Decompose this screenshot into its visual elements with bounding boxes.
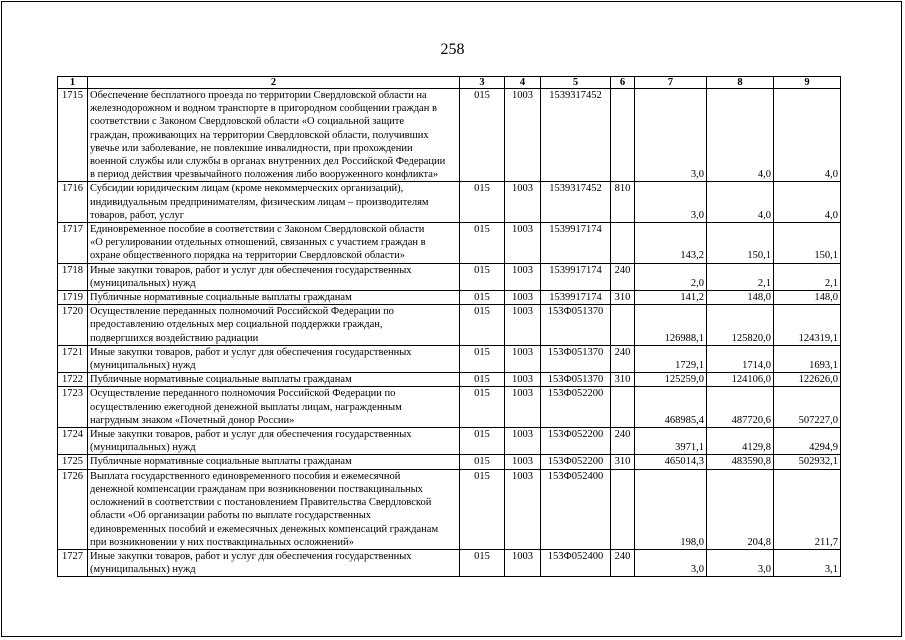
row-amount-year1-cell: 125259,0: [635, 373, 707, 387]
row-name-line: соответствии с Законом Свердловской области «О социальной защите: [90, 116, 405, 128]
row-name-line: осуществлению ежегодной денежной выплаты лицам, награжденным: [90, 401, 402, 413]
row-name-line: предоставлению отдельных мер социальной поддержки граждан,: [90, 319, 383, 331]
row-name-line: Иные закупки товаров, работ и услуг для обеспечения государственных: [90, 550, 412, 562]
row-amount-year3-cell: 148,0: [774, 291, 841, 305]
row-target-code-cell: 153Ф052400: [541, 469, 611, 549]
row-admin-code-cell: 015: [460, 428, 505, 455]
row-amount-year1-cell: 2,0: [635, 263, 707, 290]
row-expense-type-cell: [611, 305, 635, 346]
table-row: [58, 291, 841, 305]
row-amount-year1-cell: 198,0: [635, 469, 707, 549]
row-name-cell: [88, 223, 460, 264]
header-col-6: 6: [611, 77, 635, 89]
row-id-cell: 1726: [58, 469, 88, 549]
row-name-line: нагрудным знаком «Почетный донор России»: [90, 414, 295, 426]
header-col-7: 7: [635, 77, 707, 89]
row-name-cell: [88, 428, 460, 455]
row-section-code-cell: 1003: [505, 387, 541, 428]
row-section-code-cell: 1003: [505, 428, 541, 455]
row-amount-year2-cell: 483590,8: [707, 455, 774, 469]
row-name-line: Осуществление переданных полномочий Российской Федерации по: [90, 306, 394, 318]
row-target-code-cell: 1539317452: [541, 182, 611, 223]
row-name-line: Публичные нормативные социальные выплаты гражданам: [90, 292, 352, 304]
header-col-5: 5: [541, 77, 611, 89]
header-col-1: 1: [58, 77, 88, 89]
row-id-cell: 1718: [58, 263, 88, 290]
row-target-code-cell: 153Ф051370: [541, 373, 611, 387]
row-name-line: Иные закупки товаров, работ и услуг для обеспечения государственных: [90, 264, 412, 276]
table-row: [58, 373, 841, 387]
row-expense-type-cell: [611, 223, 635, 264]
row-id-cell: 1724: [58, 428, 88, 455]
row-admin-code-cell: 015: [460, 549, 505, 576]
row-target-code-cell: 153Ф052400: [541, 549, 611, 576]
row-name-line: денежной компенсации гражданам при возникновении поствакцинальных: [90, 483, 423, 495]
table-row: [58, 549, 841, 576]
row-name-line: Обеспечение бесплатного проезда по территории Свердловской области на: [90, 90, 427, 101]
page-number: 258: [440, 41, 465, 58]
table-row: [58, 387, 841, 428]
row-section-code-cell: 1003: [505, 549, 541, 576]
row-amount-year3-cell: 150,1: [774, 223, 841, 264]
row-target-code-cell: 153Ф051370: [541, 305, 611, 346]
row-name-line: граждан, проживающих на территории Свердловской области, получивших: [90, 129, 429, 141]
row-name-line: индивидуальным предпринимателям, физическим лицам – производителям: [90, 196, 429, 208]
header-col-8: 8: [707, 77, 774, 89]
row-amount-year1-cell: 143,2: [635, 223, 707, 264]
table-row: [58, 305, 841, 346]
row-amount-year3-cell: 507227,0: [774, 387, 841, 428]
row-name-line: Выплата государственного единовременного пособия и ежемесячной: [90, 470, 401, 482]
row-name-line: (муниципальных) нужд: [90, 277, 196, 289]
row-name-cell: [88, 549, 460, 576]
row-admin-code-cell: 015: [460, 305, 505, 346]
header-col-3: 3: [460, 77, 505, 89]
row-amount-year1-cell: 126988,1: [635, 305, 707, 346]
row-name-cell: [88, 291, 460, 305]
row-name-line: (муниципальных) нужд: [90, 564, 196, 576]
row-expense-type-cell: [611, 89, 635, 182]
row-name-line: Субсидии юридическим лицам (кроме некоммерческих организаций),: [90, 183, 404, 195]
row-target-code-cell: 153Ф052200: [541, 455, 611, 469]
row-target-code-cell: 1539317452: [541, 89, 611, 182]
row-target-code-cell: 153Ф052200: [541, 428, 611, 455]
row-section-code-cell: 1003: [505, 345, 541, 372]
row-name-line: (муниципальных) нужд: [90, 360, 196, 372]
row-amount-year1-cell: 3,0: [635, 89, 707, 182]
row-expense-type-cell: [611, 387, 635, 428]
row-name-cell: [88, 89, 460, 182]
row-expense-type-cell: 810: [611, 182, 635, 223]
row-amount-year3-cell: 211,7: [774, 469, 841, 549]
row-name-line: товаров, работ, услуг: [90, 209, 185, 221]
row-section-code-cell: 1003: [505, 223, 541, 264]
row-amount-year2-cell: 148,0: [707, 291, 774, 305]
table-row: [58, 428, 841, 455]
row-name-line: Единовременное пособие в соответствии с Законом Свердловской области: [90, 224, 425, 236]
row-amount-year3-cell: 4,0: [774, 182, 841, 223]
row-amount-year1-cell: 465014,3: [635, 455, 707, 469]
row-amount-year3-cell: 4,0: [774, 89, 841, 182]
row-amount-year2-cell: 125820,0: [707, 305, 774, 346]
row-amount-year3-cell: 2,1: [774, 263, 841, 290]
row-amount-year1-cell: 3,0: [635, 182, 707, 223]
row-name-line: (муниципальных) нужд: [90, 442, 196, 454]
row-name-line: Публичные нормативные социальные выплаты гражданам: [90, 374, 352, 386]
row-target-code-cell: 1539917174: [541, 291, 611, 305]
table-row: [58, 469, 841, 549]
table-row: [58, 89, 841, 182]
row-id-cell: 1715: [58, 89, 88, 182]
row-section-code-cell: 1003: [505, 182, 541, 223]
row-name-line: железнодорожном и водном транспорте в пригородном сообщении граждан в: [90, 103, 437, 115]
row-name-line: охране общественного порядка на территории Свердловской области»: [90, 250, 405, 262]
row-name-line: подвергшихся воздействию радиации: [90, 332, 259, 344]
row-section-code-cell: 1003: [505, 89, 541, 182]
row-name-line: Иные закупки товаров, работ и услуг для обеспечения государственных: [90, 346, 412, 358]
row-section-code-cell: 1003: [505, 291, 541, 305]
row-id-cell: 1725: [58, 455, 88, 469]
row-admin-code-cell: 015: [460, 387, 505, 428]
row-section-code-cell: 1003: [505, 455, 541, 469]
row-name-line: в период действия чрезвычайного положения либо вооруженного конфликта»: [90, 169, 439, 181]
row-amount-year2-cell: 2,1: [707, 263, 774, 290]
row-name-line: Осуществление переданного полномочия Российской Федерации по: [90, 388, 396, 400]
row-admin-code-cell: 015: [460, 469, 505, 549]
row-expense-type-cell: 310: [611, 373, 635, 387]
row-amount-year3-cell: 122626,0: [774, 373, 841, 387]
row-amount-year2-cell: 124106,0: [707, 373, 774, 387]
row-name-line: при возникновении у них поствакцинальных осложнений»: [90, 536, 354, 548]
row-section-code-cell: 1003: [505, 469, 541, 549]
row-id-cell: 1727: [58, 549, 88, 576]
row-id-cell: 1719: [58, 291, 88, 305]
row-admin-code-cell: 015: [460, 223, 505, 264]
table-row: [58, 263, 841, 290]
row-admin-code-cell: 015: [460, 89, 505, 182]
row-id-cell: 1722: [58, 373, 88, 387]
header-col-4: 4: [505, 77, 541, 89]
row-amount-year2-cell: 4129,8: [707, 428, 774, 455]
row-amount-year2-cell: 4,0: [707, 89, 774, 182]
row-amount-year3-cell: 4294,9: [774, 428, 841, 455]
header-row: [58, 77, 841, 89]
row-amount-year1-cell: 468985,4: [635, 387, 707, 428]
row-target-code-cell: 1539917174: [541, 223, 611, 264]
row-amount-year2-cell: 1714,0: [707, 345, 774, 372]
row-admin-code-cell: 015: [460, 345, 505, 372]
row-name-line: Публичные нормативные социальные выплаты гражданам: [90, 456, 352, 468]
row-target-code-cell: 153Ф051370: [541, 345, 611, 372]
row-admin-code-cell: 015: [460, 182, 505, 223]
row-name-line: «О регулировании отдельных отношений, связанных с участием граждан в: [90, 237, 426, 249]
row-amount-year3-cell: 502932,1: [774, 455, 841, 469]
row-expense-type-cell: 240: [611, 549, 635, 576]
row-amount-year3-cell: 1693,1: [774, 345, 841, 372]
row-amount-year3-cell: 124319,1: [774, 305, 841, 346]
row-expense-type-cell: [611, 469, 635, 549]
row-name-line: единовременных пособий и ежемесячных денежных компенсаций гражданам: [90, 523, 439, 535]
row-admin-code-cell: 015: [460, 291, 505, 305]
row-name-cell: [88, 182, 460, 223]
row-id-cell: 1723: [58, 387, 88, 428]
row-name-cell: [88, 345, 460, 372]
row-id-cell: 1717: [58, 223, 88, 264]
row-expense-type-cell: 310: [611, 455, 635, 469]
row-amount-year1-cell: 3,0: [635, 549, 707, 576]
row-name-line: Иные закупки товаров, работ и услуг для обеспечения государственных: [90, 429, 412, 441]
row-id-cell: 1721: [58, 345, 88, 372]
row-expense-type-cell: 310: [611, 291, 635, 305]
table-row: [58, 223, 841, 264]
row-target-code-cell: 153Ф052200: [541, 387, 611, 428]
row-name-line: осложнений в соответствии с постановлением Правительства Свердловской: [90, 497, 432, 509]
row-name-line: военной службы или службы в органах внутренних дел Российской Федерации: [90, 156, 446, 168]
row-name-cell: [88, 263, 460, 290]
row-amount-year2-cell: 3,0: [707, 549, 774, 576]
row-expense-type-cell: 240: [611, 263, 635, 290]
budget-table: [57, 76, 841, 577]
row-name-cell: [88, 305, 460, 346]
row-admin-code-cell: 015: [460, 263, 505, 290]
row-amount-year3-cell: 3,1: [774, 549, 841, 576]
row-amount-year1-cell: 141,2: [635, 291, 707, 305]
row-name-cell: [88, 455, 460, 469]
row-name-line: области «Об организации работы по выплате государственных: [90, 510, 372, 522]
table-body: [58, 89, 841, 577]
row-name-cell: [88, 387, 460, 428]
row-section-code-cell: 1003: [505, 263, 541, 290]
row-expense-type-cell: 240: [611, 428, 635, 455]
row-admin-code-cell: 015: [460, 373, 505, 387]
row-admin-code-cell: 015: [460, 455, 505, 469]
row-expense-type-cell: 240: [611, 345, 635, 372]
row-amount-year1-cell: 3971,1: [635, 428, 707, 455]
row-name-cell: [88, 469, 460, 549]
row-amount-year2-cell: 4,0: [707, 182, 774, 223]
row-section-code-cell: 1003: [505, 373, 541, 387]
row-amount-year1-cell: 1729,1: [635, 345, 707, 372]
table-row: [58, 455, 841, 469]
row-id-cell: 1720: [58, 305, 88, 346]
row-name-cell: [88, 373, 460, 387]
table-row: [58, 345, 841, 372]
header-col-2: 2: [88, 77, 460, 89]
row-target-code-cell: 1539917174: [541, 263, 611, 290]
row-amount-year2-cell: 204,8: [707, 469, 774, 549]
row-amount-year2-cell: 150,1: [707, 223, 774, 264]
row-section-code-cell: 1003: [505, 305, 541, 346]
row-name-line: увечье или заболевание, не повлекшие инвалидности, при прохождении: [90, 142, 413, 154]
row-id-cell: 1716: [58, 182, 88, 223]
header-col-9: 9: [774, 77, 841, 89]
table-row: [58, 182, 841, 223]
row-amount-year2-cell: 487720,6: [707, 387, 774, 428]
